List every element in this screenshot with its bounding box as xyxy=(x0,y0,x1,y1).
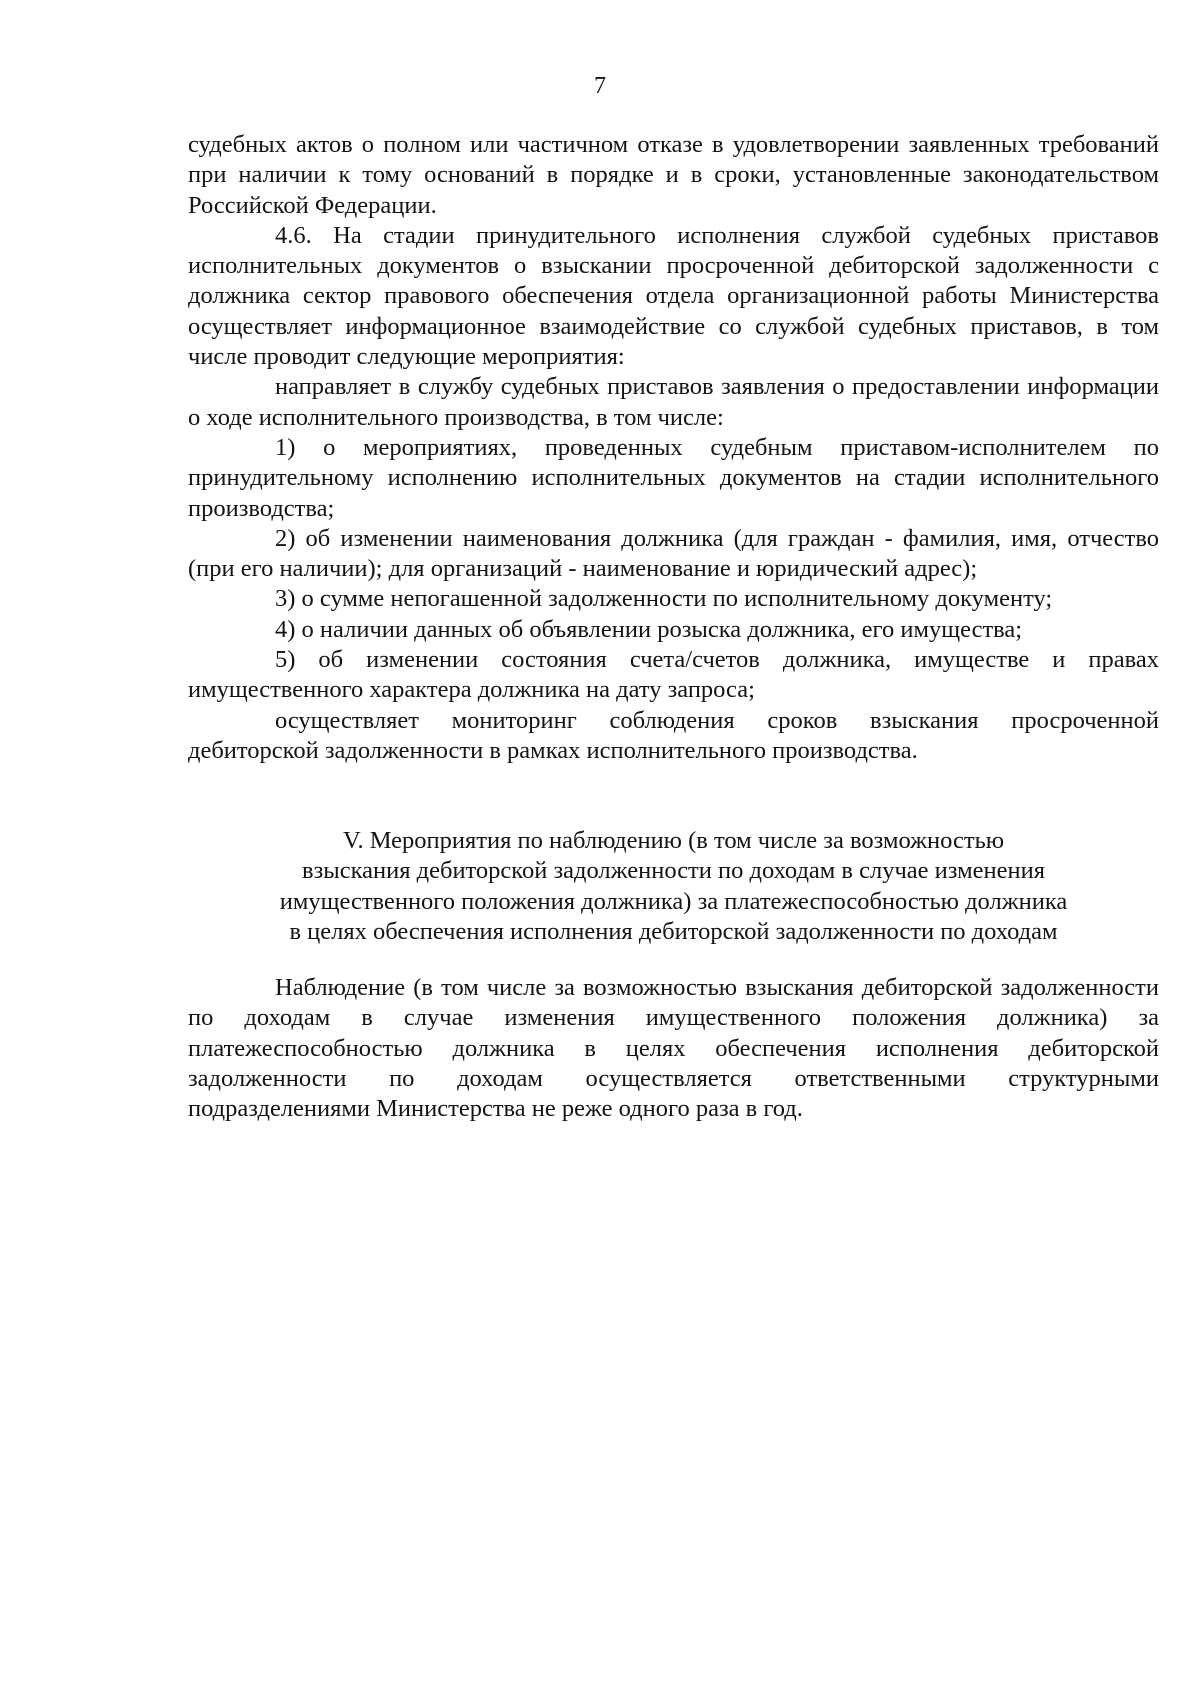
section-v-heading xyxy=(188,826,1159,947)
section-v-body xyxy=(188,973,1159,1124)
list-item-4: 4) о наличии данных об объявлении розыска должника, его имущества; xyxy=(275,615,1023,643)
section-4-continuation xyxy=(188,130,1159,766)
heading-line: имущественного положения должника) за платежеспособностью должника xyxy=(279,887,1068,915)
list-item-2: 2) об изменении наименования должника (для граждан - фамилия, имя, отчество (при его наличии); для организаций - наименование и юридический адрес); xyxy=(188,524,1159,583)
paragraph-monitoring: осуществляет мониторинг соблюдения сроков взыскания просроченной дебиторской задолженности в рамках исполнительного производства. xyxy=(188,706,1159,764)
page-number: 7 xyxy=(594,73,606,99)
list-item-1: 1) о мероприятиях, проведенных судебным приставом-исполнителем по принудительному исполнению исполнительных документов на стадии исполнительного производства; xyxy=(188,433,1159,522)
list-item-5: 5) об изменении состояния счета/счетов должника, имуществе и правах имущественного характера должника на дату запроса; xyxy=(188,646,1159,704)
paragraph-court-acts: судебных актов о полном или частичном отказе в удовлетворении заявленных требований при наличии к тому оснований в порядке и в сроки, установленные законодательством Российской Федерации. xyxy=(188,131,1159,219)
list-item-3: 3) о сумме непогашенной задолженности по исполнительному документу; xyxy=(275,585,1053,613)
paragraph-4-6: 4.6. На стадии принудительного исполнения службой судебных приставов исполнительных документов о взыскании просроченной дебиторской задолженности с должника сектор правового обеспечения отдела организационной работы Министерства осуществляет информационное взаимодействие со службой судебных приставов, в том числе проводит следующие мероприятия: xyxy=(188,221,1159,371)
paragraph-observation: Наблюдение (в том числе за возможностью взыскания дебиторской задолженности по доходам в случае изменения имущественного положения должника) за платежеспособностью должника в целях обеспечения исполнения дебиторской задолженности по доходам осуществляется ответственными структурными подразделениями Министерства не реже одного раза в год. xyxy=(188,974,1159,1123)
heading-line: в целях обеспечения исполнения дебиторской задолженности по доходам xyxy=(289,917,1058,945)
heading-line: взыскания дебиторской задолженности по доходам в случае изменения xyxy=(302,857,1045,885)
heading-line: V. Мероприятия по наблюдению (в том числе за возможностью xyxy=(342,827,1005,854)
paragraph-request-info: направляет в службу судебных приставов заявления о предоставлении информации о ходе исполнительного производства, в том числе: xyxy=(188,373,1159,431)
